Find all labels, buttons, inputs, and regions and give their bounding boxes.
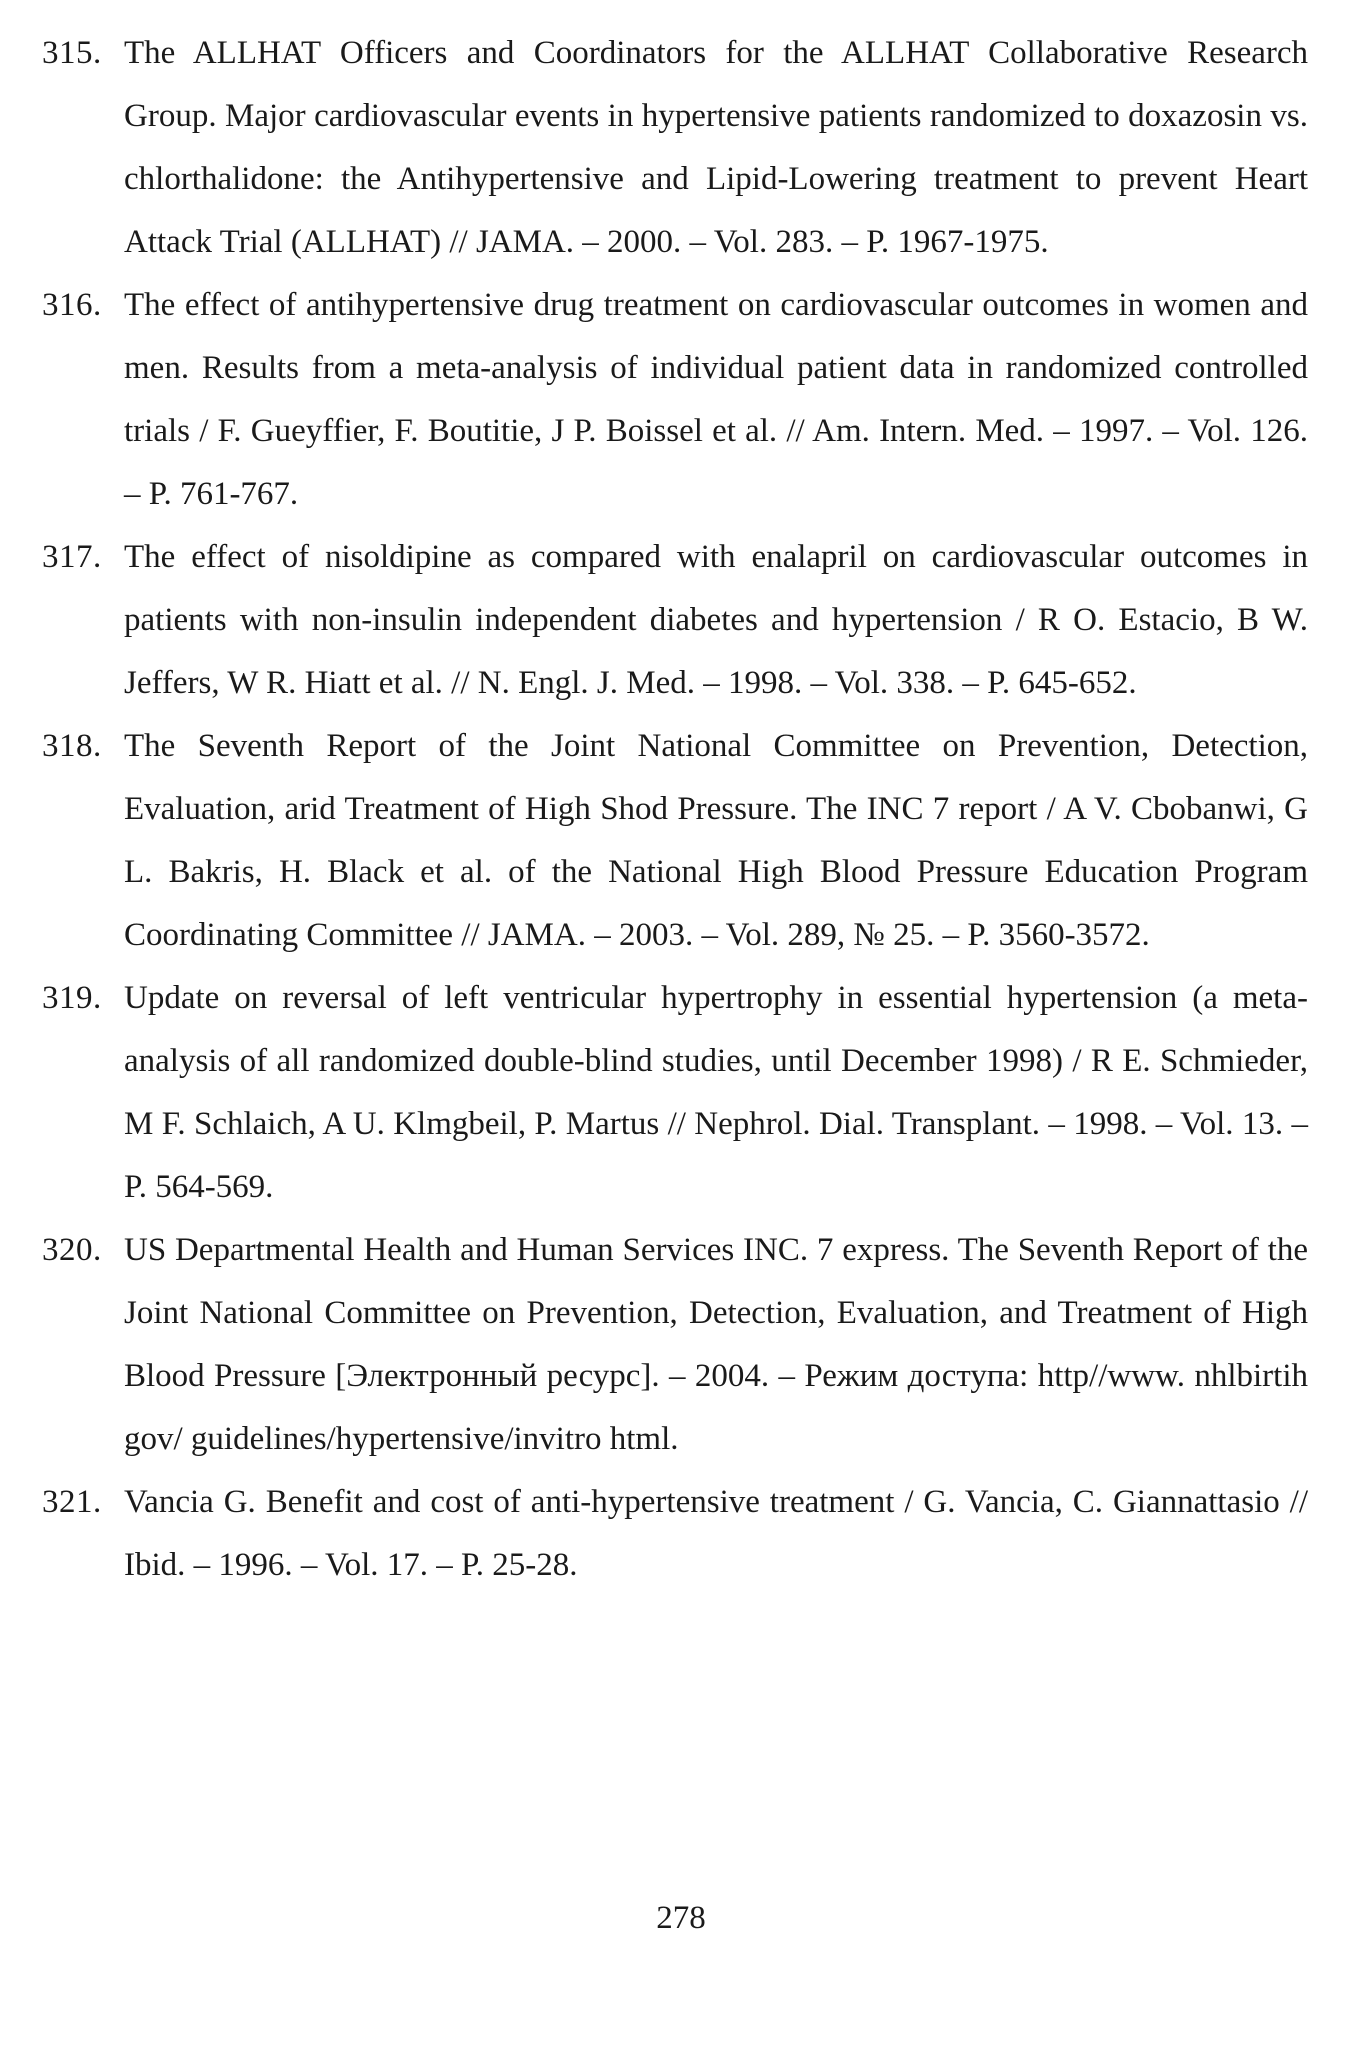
reference-number: 317. xyxy=(42,539,102,575)
reference-number: 321. xyxy=(42,1484,102,1520)
reference-entry xyxy=(42,715,1308,967)
reference-number: 320. xyxy=(42,1232,102,1268)
reference-entry xyxy=(42,1219,1308,1471)
reference-text: US Departmental Health and Human Services INC. 7 express. The Seventh Report of the Joint National Committee on Prevention, Detection, Evaluation, and Treatment of High Blood Pressure [Электронный ресурс]. – 2004. – Режим доступа: http//www. nhlbirtih gov/ guidelines/hypertensive/invitro html. xyxy=(124,1232,1308,1457)
reference-entry xyxy=(42,1471,1308,1597)
reference-text: Update on reversal of left ventricular hypertrophy in essential hypertension (a meta-analysis of all randomized double-blind studies, until December 1998) / R E. Schmieder, M F. Schlaich, A U. Klmgbeil, P. Martus // Nephrol. Dial. Transplant. – 1998. – Vol. 13. – P. 564-569. xyxy=(124,980,1308,1205)
reference-number: 315. xyxy=(42,35,102,71)
reference-number: 319. xyxy=(42,980,102,1016)
reference-text: The ALLHAT Officers and Coordinators for the ALLHAT Collaborative Research Group. Major cardiovascular events in hypertensive patients randomized to doxazosin vs. chlorthalidone: the Antihypertensive and Lipid-Lowering treatment to prevent Heart Attack Trial (ALLHAT) // JAMA. – 2000. – Vol. 283. – P. 1967-1975. xyxy=(124,35,1308,260)
reference-list xyxy=(42,22,1308,1597)
reference-entry xyxy=(42,526,1308,715)
reference-text: The Seventh Report of the Joint National Committee on Prevention, Detection, Evaluation, arid Treatment of High Shod Pressure. The INC 7 report / A V. Cbobanwi, G L. Bakris, H. Black et al. of the National High Blood Pressure Education Program Coordinating Committee // JAMA. – 2003. – Vol. 289, № 25. – P. 3560-3572. xyxy=(124,728,1308,953)
reference-entry xyxy=(42,22,1308,274)
reference-text: The effect of antihypertensive drug treatment on cardiovascular outcomes in women and men. Results from a meta-analysis of individual patient data in randomized controlled trials / F. Gueyffier, F. Boutitie, J P. Boissel et al. // Am. Intern. Med. – 1997. – Vol. 126. – P. 761-767. xyxy=(124,287,1308,512)
reference-text: Vancia G. Benefit and cost of anti-hypertensive treatment / G. Vancia, C. Giannattasio // Ibid. – 1996. – Vol. 17. – P. 25-28. xyxy=(124,1484,1308,1583)
reference-text: The effect of nisoldipine as compared with enalapril on cardiovascular outcomes in patients with non-insulin independent diabetes and hypertension / R O. Estacio, B W. Jeffers, W R. Hiatt et al. // N. Engl. J. Med. – 1998. – Vol. 338. – P. 645-652. xyxy=(124,539,1308,701)
page-number: 278 xyxy=(656,1900,706,1936)
reference-entry xyxy=(42,967,1308,1219)
reference-number: 318. xyxy=(42,728,102,764)
reference-entry xyxy=(42,274,1308,526)
reference-number: 316. xyxy=(42,287,102,323)
